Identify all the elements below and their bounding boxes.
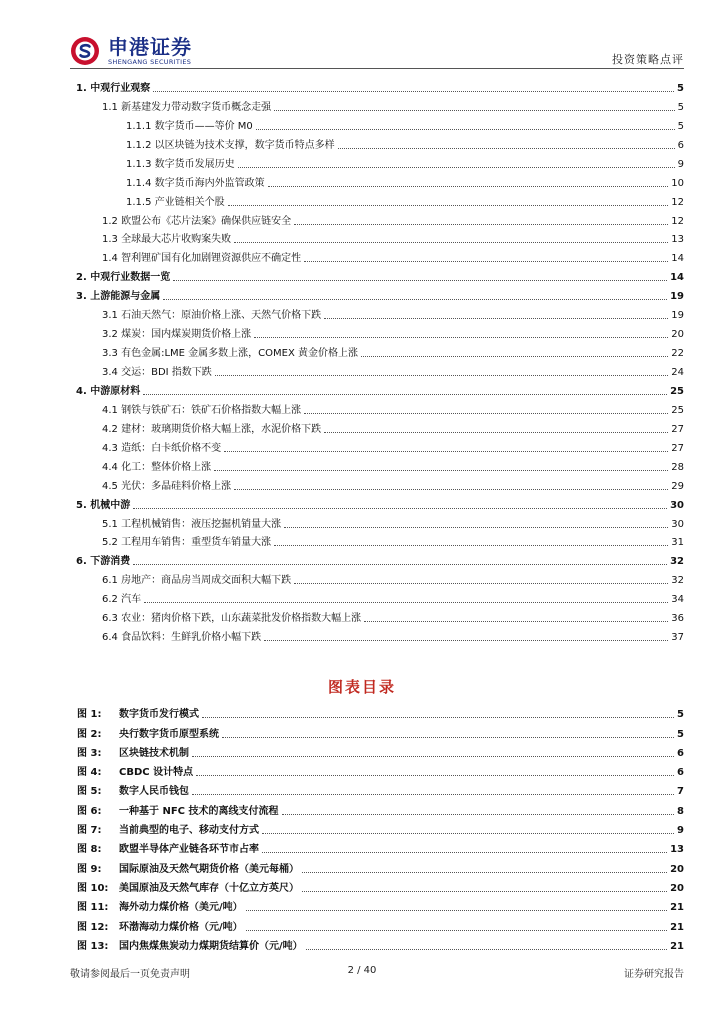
- figure-number: 图 1:: [77, 709, 102, 721]
- toc-entry[interactable]: [70, 341, 684, 360]
- toc-entry-title: 1.1.2 以区块链为技术支撑，数字货币特点多样: [126, 139, 335, 151]
- toc-entry-page: 29: [671, 480, 684, 492]
- toc-entry-title: 5.2 工程用车销售：重型货车销量大涨: [102, 537, 272, 549]
- figure-number: 图 11:: [77, 902, 109, 914]
- dot-leader: [192, 794, 674, 795]
- figure-entry[interactable]: [77, 798, 684, 817]
- toc-entry-page: 9: [677, 158, 684, 170]
- figure-entry[interactable]: [77, 818, 684, 837]
- toc-entry-page: 19: [670, 291, 684, 303]
- figure-number: 图 12:: [77, 921, 109, 933]
- figure-number: 图 4:: [77, 767, 102, 779]
- toc-entry-title: 6. 下游消费: [76, 556, 131, 568]
- toc-entry[interactable]: [70, 512, 684, 531]
- dot-leader: [254, 337, 668, 338]
- figures-list-title: 图表目录: [327, 678, 396, 696]
- toc-entry-title: 2. 中观行业数据一览: [76, 272, 171, 284]
- dot-leader: [338, 148, 675, 149]
- dot-leader: [262, 852, 667, 853]
- figure-page: 20: [670, 863, 684, 875]
- dot-leader: [302, 872, 667, 873]
- toc-entry-title: 4. 中游原材料: [76, 385, 141, 397]
- toc-entry-title: 1.4 智利锂矿国有化加剧锂资源供应不确定性: [102, 253, 302, 265]
- figure-number: 图 9:: [77, 863, 102, 875]
- toc-entry[interactable]: [70, 531, 684, 550]
- figure-title: 美国原油及天然气库存（十亿立方英尺）: [119, 882, 299, 894]
- figure-title: 国内焦煤焦炭动力煤期货结算价（元/吨）: [119, 940, 303, 952]
- toc-entry[interactable]: [70, 152, 684, 171]
- toc-entry[interactable]: [70, 322, 684, 341]
- toc-entry-title: 4.3 造纸：白卡纸价格不变: [102, 442, 222, 454]
- figure-page: 21: [670, 921, 684, 933]
- dot-leader: [282, 814, 675, 815]
- figure-title: 央行数字货币原型系统: [119, 728, 219, 740]
- dot-leader: [143, 394, 667, 395]
- toc-entry-title: 1.1.4 数字货币海内外监管政策: [126, 177, 265, 189]
- toc-entry[interactable]: [70, 436, 684, 455]
- toc-entry[interactable]: [70, 360, 684, 379]
- toc-entry-title: 6.3 农业：猪肉价格下跌，山东蔬菜批发价格指数大幅上涨: [102, 613, 362, 625]
- toc-entry-page: 12: [671, 215, 684, 227]
- toc-entry-page: 6: [677, 139, 684, 151]
- dot-leader: [153, 91, 674, 92]
- disclaimer-note: 敬请参阅最后一页免责声明: [70, 969, 190, 980]
- figure-title: 数字人民币钱包: [119, 786, 189, 798]
- figure-number: 图 13:: [77, 940, 109, 952]
- toc-entry-title: 6.4 食品饮料：生鲜乳价格小幅下跌: [102, 632, 262, 644]
- figure-entry[interactable]: [77, 760, 684, 779]
- figure-title: 海外动力煤价格（美元/吨）: [119, 902, 243, 914]
- figure-number: 图 5:: [77, 786, 102, 798]
- toc-entry-page: 32: [671, 575, 684, 587]
- shengang-logo-icon: [70, 36, 100, 66]
- toc-entry-title: 4.2 建材：玻璃期货价格大幅上涨，水泥价格下跌: [102, 423, 322, 435]
- toc-entry-page: 27: [671, 423, 684, 435]
- toc-entry-title: 4.4 化工：整体价格上涨: [102, 461, 212, 473]
- toc-entry-page: 22: [671, 348, 684, 360]
- figure-title: 数字货币发行模式: [119, 709, 199, 721]
- toc-entry-title: 4.1 钢铁与铁矿石：铁矿石价格指数大幅上涨: [102, 404, 302, 416]
- figure-page: 21: [670, 940, 684, 952]
- toc-entry-page: 12: [671, 196, 684, 208]
- figure-number: 图 6:: [77, 805, 102, 817]
- figure-page: 5: [677, 728, 684, 740]
- figure-title: 一种基于 NFC 技术的离线支付流程: [119, 805, 279, 817]
- figure-entry[interactable]: [77, 914, 684, 933]
- dot-leader: [144, 602, 668, 603]
- toc-entry[interactable]: [70, 455, 684, 474]
- dot-leader: [246, 910, 667, 911]
- toc-entry-title: 1.1.5 产业链相关个股: [126, 196, 225, 208]
- figure-number: 图 10:: [77, 882, 109, 894]
- toc-entry-page: 34: [671, 594, 684, 606]
- toc-entry-title: 5.1 工程机械销售：液压挖掘机销量大涨: [102, 518, 282, 530]
- dot-leader: [238, 167, 675, 168]
- toc-entry[interactable]: [70, 171, 684, 190]
- toc-entry-title: 1.2 欧盟公布《芯片法案》确保供应链安全: [102, 215, 292, 227]
- figure-entry[interactable]: [77, 721, 684, 740]
- dot-leader: [268, 186, 669, 187]
- dot-leader: [215, 375, 668, 376]
- figure-page: 13: [670, 844, 684, 856]
- toc-entry-title: 3.2 煤炭：国内煤炭期货价格上涨: [102, 329, 252, 341]
- dot-leader: [214, 470, 668, 471]
- toc-entry[interactable]: [70, 474, 684, 493]
- figure-entry[interactable]: [77, 741, 684, 760]
- toc-entry[interactable]: [70, 133, 684, 152]
- toc-entry-title: 3.4 交运：BDI 指数下跌: [102, 367, 212, 378]
- figure-page: 20: [670, 882, 684, 894]
- toc-entry[interactable]: [70, 606, 684, 625]
- toc-entry-title: 1.3 全球最大芯片收购案失败: [102, 234, 232, 246]
- dot-leader: [264, 640, 668, 641]
- figure-title: 当前典型的电子、移动支付方式: [119, 825, 259, 837]
- toc-entry[interactable]: [70, 265, 684, 284]
- dot-leader: [262, 833, 674, 834]
- figure-number: 图 7:: [77, 825, 102, 837]
- toc-entry[interactable]: [70, 549, 684, 568]
- toc-entry[interactable]: [70, 303, 684, 322]
- toc-entry-title: 1. 中观行业观察: [76, 82, 151, 94]
- toc-entry-page: 31: [671, 537, 684, 549]
- dot-leader: [364, 621, 668, 622]
- dot-leader: [274, 545, 668, 546]
- figure-title: 环渤海动力煤价格（元/吨）: [119, 921, 243, 933]
- toc-entry-page: 27: [671, 442, 684, 454]
- toc-entry[interactable]: [70, 417, 684, 436]
- toc-entry[interactable]: [70, 228, 684, 247]
- toc-entry-page: 20: [671, 329, 684, 341]
- toc-entry[interactable]: [70, 246, 684, 265]
- toc-entry[interactable]: [70, 587, 684, 606]
- figure-entry[interactable]: [77, 895, 684, 914]
- toc-entry-title: 3.1 石油天然气：原油价格上涨、天然气价格下跌: [102, 310, 322, 322]
- figure-number: 图 3:: [77, 747, 102, 759]
- toc-entry-page: 37: [671, 632, 684, 644]
- toc-entry-title: 5. 机械中游: [76, 499, 131, 511]
- toc-entry[interactable]: [70, 209, 684, 228]
- dot-leader: [324, 432, 668, 433]
- toc-entry-page: 5: [677, 82, 684, 94]
- dot-leader: [173, 280, 667, 281]
- dot-leader: [202, 717, 674, 718]
- dot-leader: [196, 775, 674, 776]
- toc-entry[interactable]: [70, 568, 684, 587]
- toc-entry-page: 10: [671, 177, 684, 189]
- figure-page: 6: [677, 747, 684, 759]
- toc-entry-page: 28: [671, 461, 684, 473]
- toc-entry-title: 6.1 房地产：商品房当周成交面积大幅下跌: [102, 575, 292, 587]
- figures-list: [77, 702, 684, 953]
- toc-entry-page: 14: [670, 272, 684, 284]
- toc-entry[interactable]: [70, 379, 684, 398]
- toc-entry-page: 24: [671, 367, 684, 378]
- dot-leader: [324, 318, 668, 319]
- dot-leader: [306, 949, 667, 950]
- toc-entry[interactable]: [70, 95, 684, 114]
- figure-number: 图 8:: [77, 844, 102, 856]
- toc-entry-page: 30: [670, 499, 684, 511]
- toc-entry-title: 3. 上游能源与金属: [76, 291, 161, 303]
- figure-page: 21: [670, 902, 684, 914]
- dot-leader: [192, 756, 674, 757]
- dot-leader: [246, 930, 667, 931]
- brand-name: 申港证券: [108, 35, 192, 59]
- figure-title: CBDC 设计特点: [119, 767, 194, 779]
- toc-entry[interactable]: [70, 284, 684, 303]
- toc-entry-page: 13: [671, 234, 684, 246]
- toc-entry-page: 19: [671, 310, 684, 322]
- figure-entry[interactable]: [77, 934, 684, 953]
- toc-entry-page: 36: [671, 613, 684, 625]
- toc-entry-page: 5: [677, 101, 684, 113]
- toc-entry-title: 6.2 汽车: [102, 594, 142, 606]
- toc-entry-title: 3.3 有色金属:LME 金属多数上涨，COMEX 黄金价格上涨: [102, 348, 358, 360]
- dot-leader: [302, 891, 667, 892]
- toc-entry-title: 4.5 光伏：多晶硅料价格上涨: [102, 480, 232, 492]
- figure-title: 区块链技术机制: [119, 747, 189, 759]
- toc-entry[interactable]: [70, 625, 684, 644]
- dot-leader: [234, 489, 668, 490]
- toc-entry-page: 32: [670, 556, 684, 568]
- dot-leader: [224, 451, 668, 452]
- toc-entry[interactable]: [70, 493, 684, 512]
- dot-leader: [294, 583, 668, 584]
- figure-page: 5: [677, 709, 684, 721]
- toc-entry-page: 25: [670, 385, 684, 397]
- figure-number: 图 2:: [77, 728, 102, 740]
- toc-entry-page: 30: [671, 518, 684, 530]
- header-divider: [70, 68, 684, 69]
- report-type: 证券研究报告: [624, 969, 684, 980]
- toc-entry-page: 25: [671, 404, 684, 416]
- table-of-contents: [70, 76, 684, 644]
- toc-entry-page: 5: [677, 120, 684, 132]
- dot-leader: [304, 413, 668, 414]
- dot-leader: [284, 527, 668, 528]
- figure-entry[interactable]: [77, 856, 684, 875]
- brand-name-english: SHENGANG SECURITIES: [108, 58, 192, 66]
- dot-leader: [234, 242, 668, 243]
- dot-leader: [256, 129, 675, 130]
- figure-page: 6: [677, 767, 684, 779]
- figure-page: 7: [677, 786, 684, 798]
- dot-leader: [274, 110, 675, 111]
- dot-leader: [304, 261, 668, 262]
- toc-entry[interactable]: [70, 114, 684, 133]
- dot-leader: [228, 205, 669, 206]
- figure-title: 国际原油及天然气期货价格（美元每桶）: [119, 863, 299, 875]
- toc-entry-page: 14: [671, 253, 684, 265]
- toc-entry-title: 1.1 新基建发力带动数字货币概念走强: [102, 101, 272, 113]
- dot-leader: [222, 737, 674, 738]
- dot-leader: [133, 508, 667, 509]
- figure-page: 8: [677, 805, 684, 817]
- toc-entry[interactable]: [70, 190, 684, 209]
- figure-entry[interactable]: [77, 876, 684, 895]
- toc-entry[interactable]: [70, 76, 684, 95]
- page-number: 2 / 40: [347, 965, 377, 976]
- dot-leader: [361, 356, 668, 357]
- toc-entry-title: 1.1.3 数字货币发展历史: [126, 158, 235, 170]
- dot-leader: [294, 224, 668, 225]
- figure-page: 9: [677, 825, 684, 837]
- figure-title: 欧盟半导体产业链各环节市占率: [119, 844, 259, 856]
- document-type: 投资策略点评: [612, 53, 684, 66]
- toc-entry-title: 1.1.1 数字货币——等价 M0: [126, 120, 253, 132]
- figure-entry[interactable]: [77, 702, 684, 721]
- dot-leader: [133, 564, 667, 565]
- figure-entry[interactable]: [77, 837, 684, 856]
- page-header: [0, 0, 724, 68]
- toc-entry[interactable]: [70, 398, 684, 417]
- figure-entry[interactable]: [77, 779, 684, 798]
- dot-leader: [163, 299, 667, 300]
